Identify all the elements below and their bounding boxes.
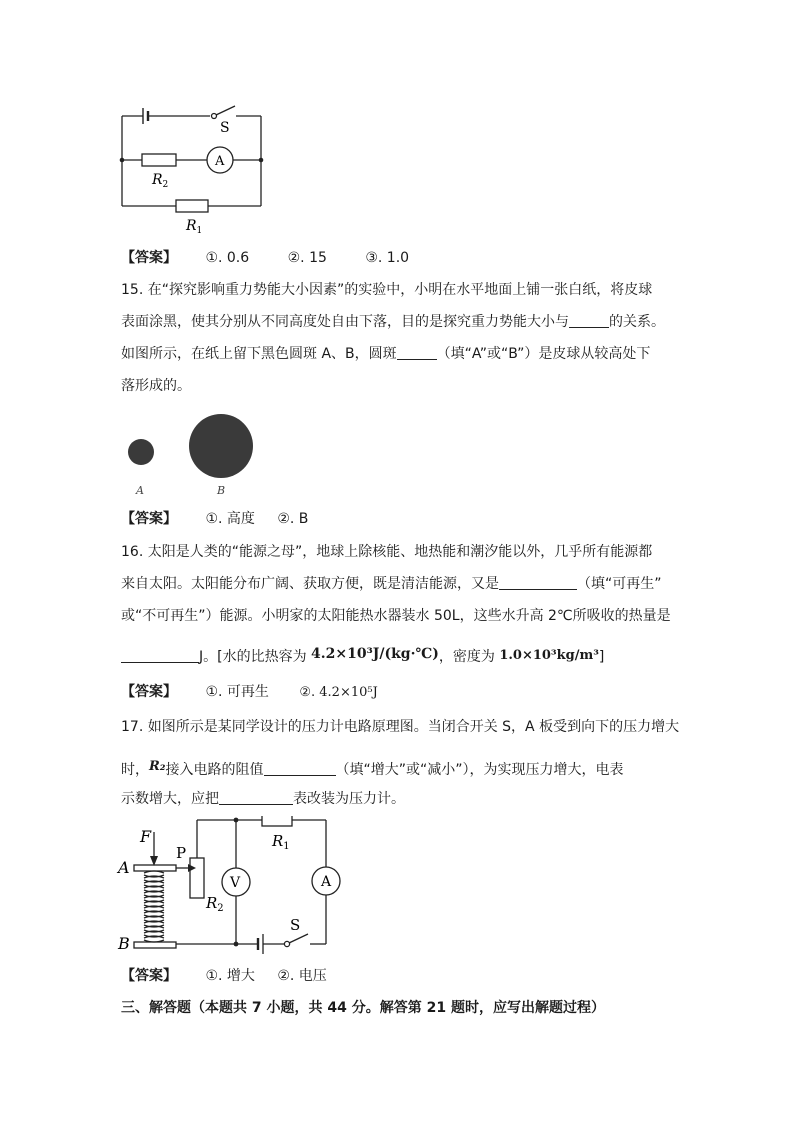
spot-a bbox=[128, 439, 154, 465]
answer-item: ②. B bbox=[277, 511, 309, 527]
answer-tag: 【答案】 bbox=[121, 968, 177, 984]
answer-item: ①. 增大 bbox=[205, 968, 255, 984]
q17-text: 时， bbox=[121, 762, 149, 778]
circuit-diagram-1 bbox=[110, 98, 280, 238]
q15-text: 表面涂黑，使其分别从不同高度处自由下落，目的是探究重力势能大小与 bbox=[121, 314, 569, 330]
q16-line-3: 或“不可再生”）能源。小明家的太阳能热水器装水 50L，这些水升高 2℃所吸收的热量是 bbox=[121, 608, 671, 624]
q16-blank-1[interactable] bbox=[499, 575, 577, 590]
circuit1-r2-label: $R_2$ bbox=[152, 172, 169, 190]
plate-a-label: A bbox=[118, 858, 130, 877]
q15-line-4: 落形成的。 bbox=[121, 378, 191, 394]
q16-text: ，密度为 bbox=[438, 649, 495, 665]
q16-blank-2[interactable] bbox=[121, 648, 199, 663]
q17-line-1: 17. 如图所示是某同学设计的压力计电路原理图。当闭合开关 S，A 板受到向下的压力增大 bbox=[121, 719, 680, 735]
q17-blank-2[interactable] bbox=[219, 790, 293, 805]
switch-s-label: S bbox=[290, 916, 301, 934]
q16-text: J。[水的比热容为 bbox=[199, 649, 307, 665]
spots-figure bbox=[120, 410, 270, 500]
q15-line-2 bbox=[121, 312, 665, 332]
q17-line-2 bbox=[121, 757, 624, 780]
r1-label: $R_1$ bbox=[272, 832, 290, 852]
spot-b bbox=[189, 414, 253, 478]
circuit-diagram-2 bbox=[112, 816, 352, 962]
q15-text: （填“A”或“B”）是皮球从较高处下 bbox=[436, 346, 651, 362]
q15-blank-2[interactable] bbox=[397, 345, 437, 360]
q15-text: 的关系。 bbox=[609, 314, 665, 330]
circuit1-switch-label: S bbox=[220, 120, 230, 136]
answer-tag: 【答案】 bbox=[121, 511, 177, 527]
q16-text: 来自太阳。太阳能分布广阔、获取方便，既是清洁能源，又是 bbox=[121, 576, 499, 592]
answer-tag: 【答案】 bbox=[121, 250, 177, 266]
answer-item: ②. 电压 bbox=[277, 968, 327, 984]
q15-blank-1[interactable] bbox=[569, 313, 609, 328]
c-water-value: 4.2×10³J/(kg·℃) bbox=[311, 646, 439, 662]
force-label: F bbox=[140, 827, 152, 846]
answer-item: ①. 0.6 bbox=[205, 250, 250, 266]
answer-item: ①. 高度 bbox=[205, 511, 255, 527]
q16-text: ] bbox=[598, 649, 605, 665]
answer-item: ②. 4.2×10⁵J bbox=[299, 685, 378, 700]
q17-text: 接入电路的阻值 bbox=[165, 762, 264, 778]
answer-17 bbox=[121, 966, 361, 986]
circuit1-r1-label: $R_1$ bbox=[186, 218, 203, 236]
answer-item: ①. 可再生 bbox=[205, 684, 269, 700]
answer-15 bbox=[121, 509, 342, 529]
plate-b-label: B bbox=[118, 934, 130, 953]
q17-text: 示数增大，应把 bbox=[121, 791, 219, 807]
circuit1-ammeter-label: A bbox=[215, 154, 225, 169]
section-3-heading: 三、解答题（本题共 7 小题，共 44 分。解答第 21 题时，应写出解题过程） bbox=[121, 1000, 605, 1016]
voltmeter-label: V bbox=[230, 875, 241, 891]
q16-line-2 bbox=[121, 574, 662, 594]
answer-item: ③. 1.0 bbox=[365, 250, 410, 266]
answer-14 bbox=[121, 248, 443, 268]
answer-16 bbox=[121, 682, 412, 703]
q15-text: 如图所示，在纸上留下黑色圆斑 A、B，圆斑 bbox=[121, 346, 397, 362]
q17-text: （填“增大”或“减小”），为实现压力增大，电表 bbox=[335, 762, 624, 778]
spot-a-label: A bbox=[136, 484, 144, 497]
q16-line-4 bbox=[121, 644, 604, 667]
q17-line-3 bbox=[121, 789, 405, 809]
answer-tag: 【答案】 bbox=[121, 684, 177, 700]
answer-item: ②. 15 bbox=[287, 250, 327, 266]
q15-line-3 bbox=[121, 344, 650, 364]
ammeter-label: A bbox=[321, 874, 332, 890]
q16-text: （填“可再生” bbox=[577, 576, 662, 592]
q17-blank-1[interactable] bbox=[264, 761, 336, 776]
q15-line-1: 15. 在“探究影响重力势能大小因素”的实验中，小明在水平地面上铺一张白纸，将皮球 bbox=[121, 282, 653, 298]
q16-line-1: 16. 太阳是人类的“能源之母”，地球上除核能、地热能和潮汐能以外，几乎所有能源都 bbox=[121, 544, 653, 560]
r2-label: $R_2$ bbox=[206, 894, 224, 914]
rho-water-value: 1.0×10³kg/m³ bbox=[499, 648, 599, 663]
slider-p-label: P bbox=[176, 844, 187, 862]
spot-b-label: B bbox=[217, 484, 226, 497]
q17-text: 表改装为压力计。 bbox=[293, 791, 405, 807]
r2-symbol: R₂ bbox=[149, 759, 166, 774]
